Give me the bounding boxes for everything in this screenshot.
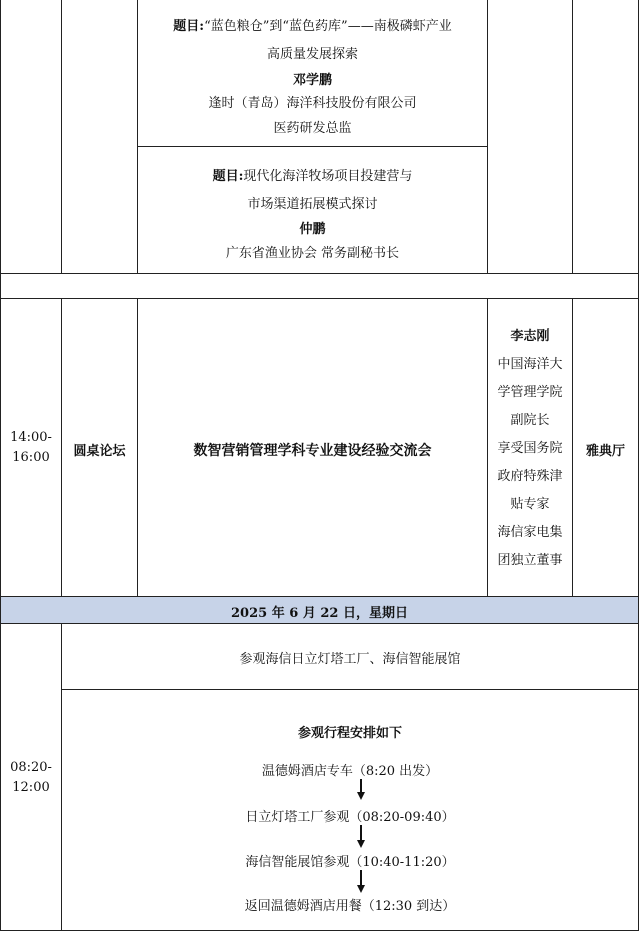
topic1-cell (138, 0, 487, 146)
roundtable-type: 圆桌论坛 (73, 444, 126, 459)
roundtable-time: 14:00- 16:00 (10, 430, 52, 465)
visit-summary: 参观海信日立灯塔工厂、海信智能展馆 (239, 652, 461, 667)
grid-line (61, 0, 62, 273)
roundtable-host (488, 325, 572, 575)
topic2-org: 广东省渔业协会 常务副秘书长 (225, 246, 400, 261)
topic2-title-line1: 现代化海洋牧场项目投建营与 (243, 169, 413, 184)
host-bio-line: 中国海洋大 (497, 357, 563, 372)
arrow-down-icon (360, 870, 362, 886)
arrow-down-icon (357, 840, 365, 848)
topic2-title-line2: 市场渠道拓展模式探讨 (247, 197, 378, 212)
host-bio-line: 政府特殊津 (497, 469, 563, 484)
itinerary-step: 日立灯塔工厂参观（08:20-09:40） (245, 810, 455, 825)
itinerary-title: 参观行程安排如下 (297, 726, 402, 741)
roundtable-venue: 雅典厅 (585, 444, 625, 459)
arrow-down-icon (357, 885, 365, 893)
itinerary-step: 温德姆酒店专车（8:20 出发） (261, 764, 439, 779)
visit-time: 08:20- 12:00 (10, 760, 52, 795)
grid-line (0, 623, 639, 624)
grid-line (0, 273, 639, 274)
host-bio-line: 贴专家 (510, 497, 550, 512)
topic1-title-prefix: 题目: (173, 19, 205, 34)
host-bio-line: 团独立董事 (497, 553, 563, 568)
itinerary-step: 返回温德姆酒店用餐（12:30 到达） (244, 899, 456, 914)
topic1-role: 医药研发总监 (273, 121, 352, 136)
grid-line (487, 0, 488, 273)
topic1-org: 逢时（青岛）海洋科技股份有限公司 (208, 96, 417, 111)
host-bio-line: 享受国务院 (497, 441, 563, 456)
arrow-down-icon (357, 792, 365, 800)
topic2-cell (138, 147, 487, 273)
roundtable-title: 数智营销管理学科专业建设经验交流会 (193, 443, 432, 459)
topic1-speaker: 邓学鹏 (292, 73, 332, 88)
itinerary-step: 海信智能展馆参观（10:40-11:20） (245, 855, 455, 870)
host-bio (488, 351, 572, 575)
topic1-title-line1: “蓝色粮仓”到“蓝色药库”——南极磷虾产业 (204, 19, 452, 34)
host-bio-line: 海信家电集 (497, 525, 563, 540)
host-bio-line: 学管理学院 (497, 385, 563, 400)
topic2-title-prefix: 题目: (212, 169, 244, 184)
topic1-title-line2: 高质量发展探索 (266, 47, 358, 62)
itinerary-cell (62, 690, 638, 930)
grid-line (0, 596, 639, 597)
host-bio-line: 副院长 (510, 413, 550, 428)
grid-line (572, 0, 573, 273)
host-name: 李志刚 (510, 329, 550, 344)
grid-line (0, 298, 639, 299)
arrow-down-icon (360, 779, 362, 793)
topic2-speaker: 仲鹏 (299, 222, 326, 237)
day-header: 2025 年 6 月 22 日，星期日 (231, 606, 408, 621)
arrow-down-icon (360, 825, 362, 841)
